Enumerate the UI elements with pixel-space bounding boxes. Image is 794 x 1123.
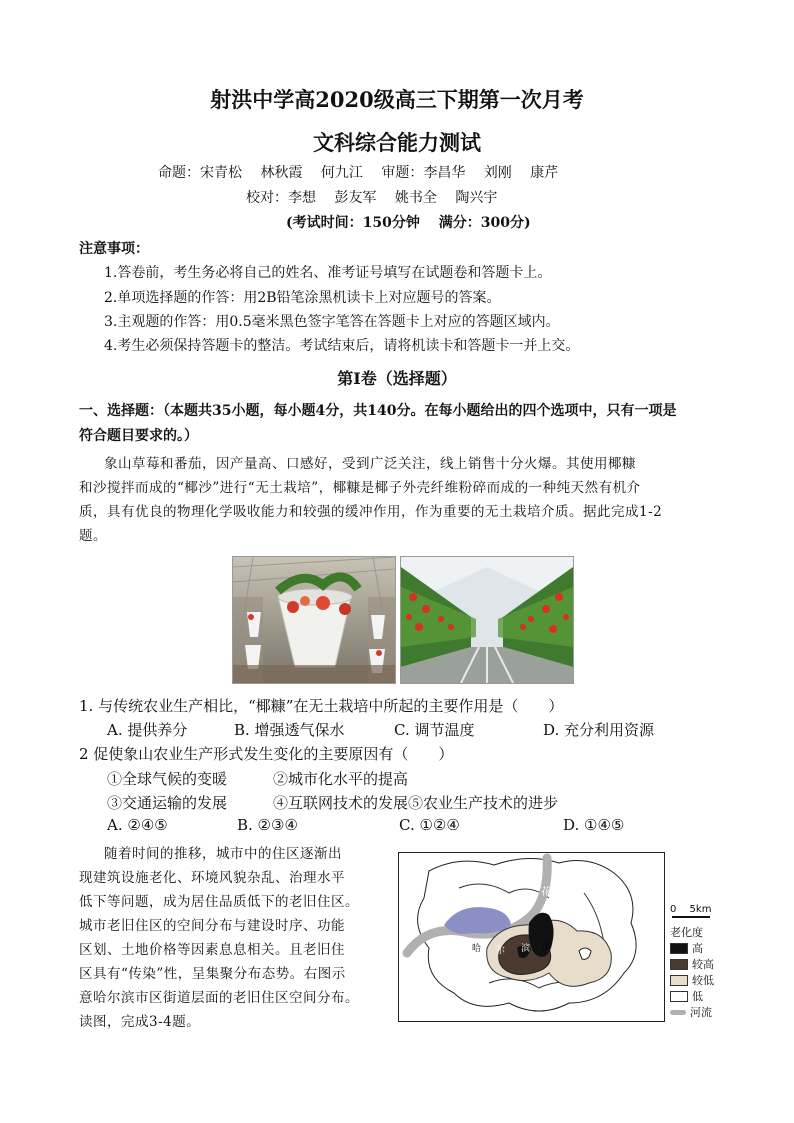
q1-option-b[interactable]: B. 增强透气保水 — [234, 721, 345, 739]
river-label: 花 — [541, 887, 551, 898]
q2-option-a[interactable]: A. ②④⑤ — [107, 816, 168, 834]
legend-item-low: 低 — [670, 988, 750, 1004]
river-swatch-icon — [670, 1010, 686, 1015]
q2-item: ①全球气候的变暖 — [107, 770, 228, 788]
q2-item: ②城市化水平的提高 — [273, 770, 409, 788]
section-instruction: 符合题目要求的。） — [79, 428, 198, 444]
passage-line: 城市老旧住区的空间分布与建设时序、功能 — [79, 918, 345, 934]
legend-item-medium-high: 较高 — [670, 956, 750, 972]
exam-title: 射洪中学高2020级高三下期第一次月考 — [210, 87, 584, 112]
proofreaders-line: 校对：李想 彭友军 姚书全 陶兴宇 — [246, 190, 498, 206]
notice-item: 2.单项选择题的作答：用2B铅笔涂黑机读卡上对应题号的答案。 — [104, 290, 501, 306]
legend-swatch — [670, 975, 688, 986]
passage-line: 随着时间的推移，城市中的住区逐渐出 — [104, 846, 342, 862]
legend-swatch — [670, 991, 688, 1002]
question-1-stem: 1. 与传统农业生产相比，“椰糠”在无土栽培中所起的主要作用是（ ） — [79, 697, 564, 715]
notice-item: 1.答卷前，考生务必将自己的姓名、准考证号填写在试题卷和答题卡上。 — [104, 265, 552, 281]
city-label: 哈 — [472, 944, 482, 954]
q2-option-d[interactable]: D. ①④⑤ — [563, 816, 625, 834]
section-instruction: 一、选择题：（本题共35小题，每小题4分，共140分。在每小题给出的四个选项中，只有一项是 — [79, 403, 677, 419]
passage-line: 区划、土地价格等因素息息相关。且老旧住 — [79, 942, 345, 958]
legend-item-river: 河流 — [670, 1004, 750, 1020]
section-title: 第Ⅰ卷（选择题） — [337, 369, 457, 388]
question-2-stem: 2 促使象山农业生产形式发生变化的主要原因有（ ） — [79, 745, 454, 763]
notice-item: 3.主观题的作答：用0.5毫米黑色签字笔答在答题卡上对应的答题区域内。 — [104, 314, 560, 330]
passage-line: 和沙搅拌而成的“椰沙”进行“无土栽培”，椰糠是椰子外壳纤维粉碎而成的一种纯天然有机介 — [79, 480, 641, 496]
notice-item: 4.考生必须保持答题卡的整洁。考试结束后，请将机读卡和答题卡一并上交。 — [104, 338, 580, 354]
passage-line: 读图，完成3-4题。 — [79, 1014, 201, 1030]
legend-item-high: 高 — [670, 940, 750, 956]
q1-option-d[interactable]: D. 充分利用资源 — [543, 721, 655, 739]
q1-option-c[interactable]: C. 调节温度 — [394, 721, 475, 739]
legend-swatch — [670, 943, 688, 954]
river-label: 江 — [553, 867, 563, 878]
passage-line: 题。 — [79, 528, 107, 544]
tomato-greenhouse-photo — [400, 556, 574, 684]
exam-subtitle: 文科综合能力测试 — [313, 130, 481, 155]
passage-line: 质，具有优良的物理化学吸收能力和较强的缓冲作用，作为重要的无土栽培介质。据此完成1-2 — [79, 504, 663, 520]
legend-swatch — [670, 959, 688, 970]
city-label: 滨 — [521, 944, 531, 954]
passage-line: 象山草莓和番茄，因产量高、口感好，受到广泛关注，线上销售十分火爆。其使用椰糠 — [104, 456, 636, 472]
q1-option-a[interactable]: A. 提供养分 — [107, 721, 188, 739]
q2-item: ④互联网技术的发展⑤农业生产技术的进步 — [273, 794, 559, 812]
q2-item: ③交通运输的发展 — [107, 794, 228, 812]
map-legend — [670, 900, 750, 1020]
exam-info: (考试时间：150分钟 满分：300分) — [286, 215, 531, 231]
passage-line: 意哈尔滨市区街道层面的老旧住区空间分布。 — [79, 990, 359, 1006]
passage-line: 现建筑设施老化、环境风貌杂乱、治理水平 — [79, 870, 345, 886]
passage-line: 低下等问题，成为居住品质低下的老旧住区。 — [79, 894, 359, 910]
q2-option-c[interactable]: C. ①②④ — [399, 816, 460, 834]
legend-title: 老化度 — [670, 926, 703, 939]
passage-line: 区具有“传染”性，呈集聚分布态势。右图示 — [79, 966, 346, 982]
q2-option-b[interactable]: B. ②③④ — [237, 816, 298, 834]
harbin-old-housing-map — [398, 852, 665, 1022]
city-label: 尔 — [496, 946, 506, 956]
scale-label: 0 5km — [670, 904, 712, 915]
notice-heading: 注意事项： — [79, 241, 149, 257]
legend-item-medium-low: 较低 — [670, 972, 750, 988]
authors-line: 命题：宋青松 林秋霞 何九江 审题：李昌华 刘刚 康芹 — [158, 165, 559, 181]
scale-bar — [672, 916, 710, 918]
strawberry-photo — [232, 556, 396, 684]
city-label: 市 — [542, 942, 552, 952]
